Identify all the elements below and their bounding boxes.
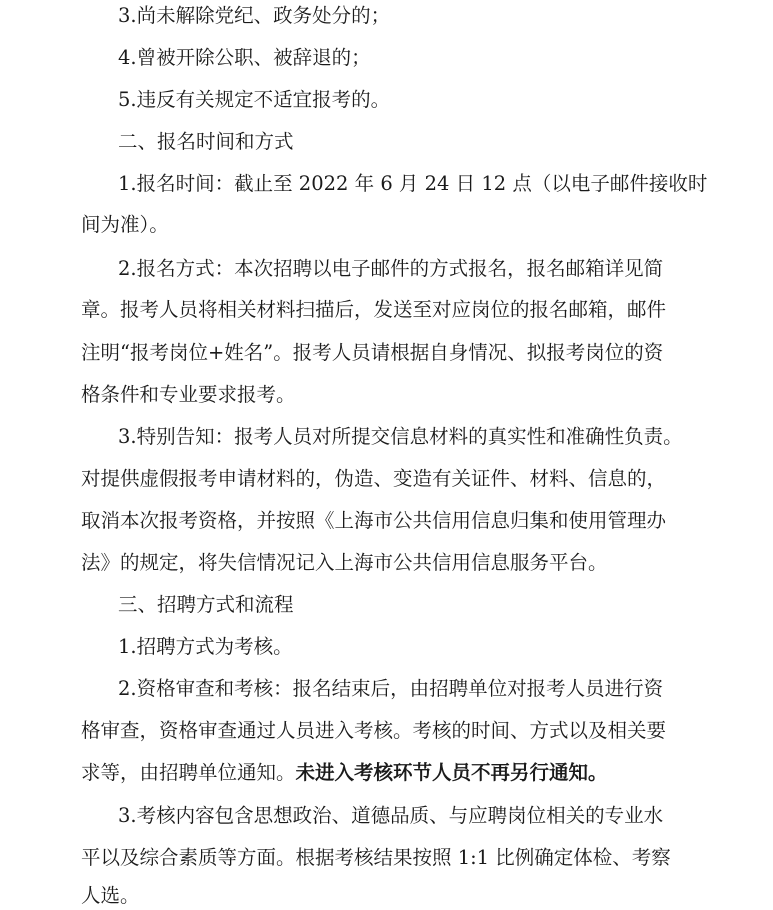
paragraph-line: 3.特别告知：报考人员对所提交信息材料的真实性和准确性负责。 — [118, 425, 683, 448]
paragraph-text: 求等，由招聘单位通知。 — [81, 761, 296, 784]
paragraph-line: 平以及综合素质等方面。根据考核结果按照 1:1 比例确定体检、考察 — [81, 846, 671, 869]
paragraph-line: 对提供虚假报考申请材料的，伪造、变造有关证件、材料、信息的， — [81, 467, 667, 490]
paragraph-line: 2.资格审查和考核：报名结束后，由招聘单位对报考人员进行资 — [118, 677, 664, 700]
paragraph-line: 4.曾被开除公职、被辞退的； — [118, 46, 371, 69]
paragraph-line: 3.考核内容包含思想政治、道德品质、与应聘岗位相关的专业水 — [118, 804, 664, 827]
paragraph-line: 格审查，资格审查通过人员进入考核。考核的时间、方式以及相关要 — [81, 719, 667, 742]
paragraph-line: 2.报名方式：本次招聘以电子邮件的方式报名，报名邮箱详见简 — [118, 257, 664, 280]
paragraph-line: 章。报考人员将相关材料扫描后，发送至对应岗位的报名邮箱，邮件 — [81, 298, 667, 321]
paragraph-line: 5.违反有关规定不适宜报考的。 — [118, 88, 391, 111]
section-heading: 三、招聘方式和流程 — [118, 593, 294, 616]
paragraph-line: 1.报名时间：截止至 2022 年 6 月 24 日 12 点（以电子邮件接收时 — [118, 172, 708, 195]
paragraph-line: 3.尚未解除党纪、政务处分的； — [118, 4, 391, 27]
paragraph-line — [81, 759, 608, 787]
bold-notice-text: 未进入考核环节人员不再另行通知。 — [295, 761, 608, 784]
paragraph-line: 人选。 — [81, 884, 140, 907]
paragraph-line: 间为准）。 — [81, 213, 169, 236]
paragraph-line: 1.招聘方式为考核。 — [118, 635, 293, 658]
section-heading: 二、报名时间和方式 — [118, 130, 294, 153]
paragraph-line: 取消本次报考资格，并按照《上海市公共信用信息归集和使用管理办 — [81, 509, 667, 532]
paragraph-line: 格条件和专业要求报考。 — [81, 383, 296, 406]
paragraph-line: 法》的规定，将失信情况记入上海市公共信用信息服务平台。 — [81, 551, 608, 574]
paragraph-line: 注明“报考岗位+姓名”。报考人员请根据自身情况、拟报考岗位的资 — [81, 341, 664, 364]
